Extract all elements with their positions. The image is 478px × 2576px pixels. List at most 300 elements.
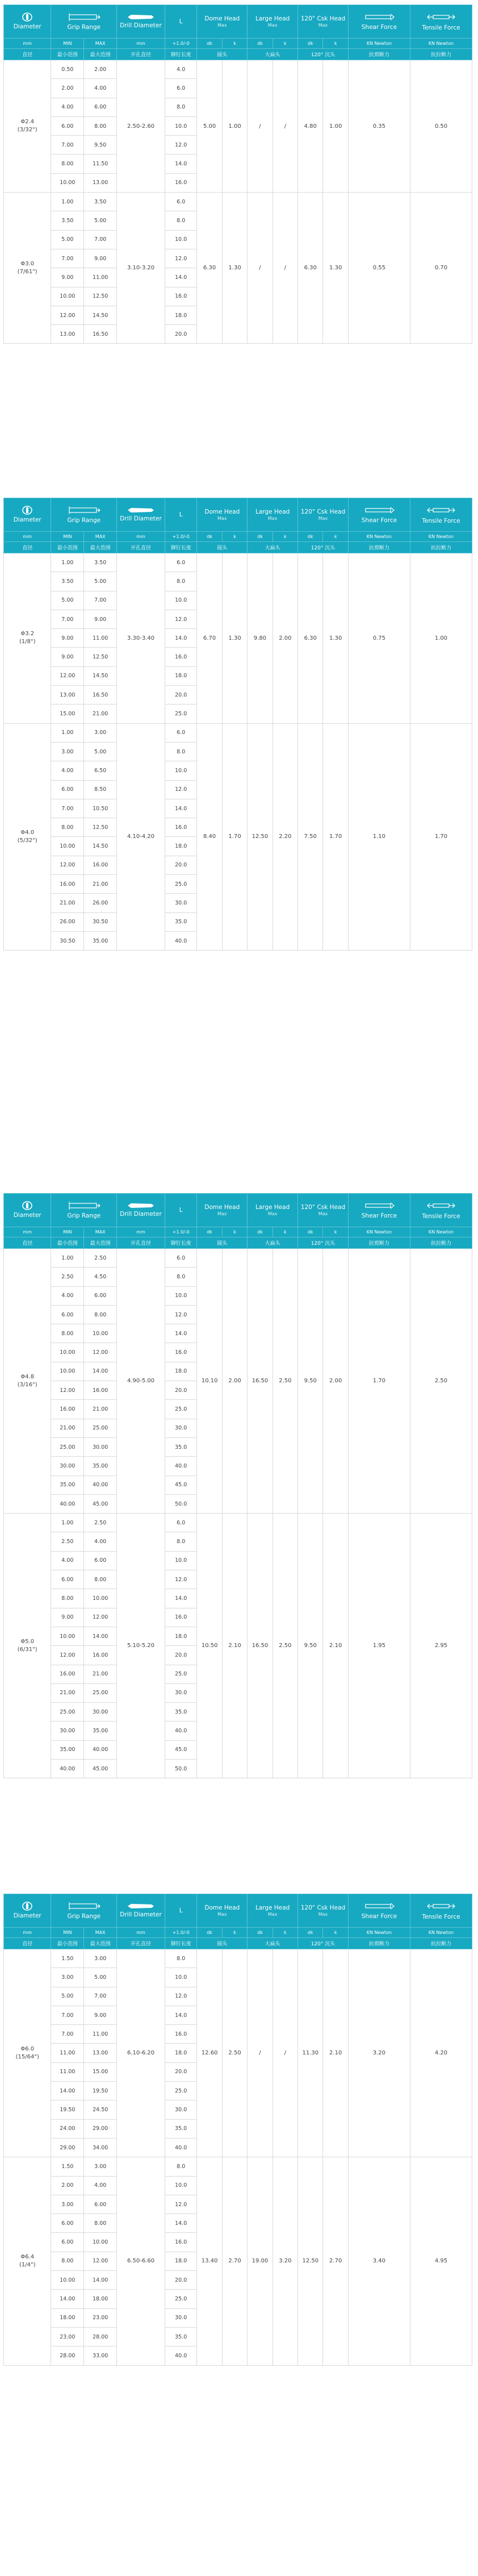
col-length <box>165 5 197 39</box>
diameter-icon <box>4 1201 51 1210</box>
length-cell: 14.0 <box>165 2006 197 2024</box>
grip-min-cell: 35.00 <box>51 1475 84 1494</box>
cn-label-cell: 抗拉断力 <box>410 1237 472 1249</box>
cn-label-row <box>4 49 472 60</box>
shear-force-icon <box>349 1901 410 1911</box>
grip-min-cell: 5.00 <box>51 591 84 610</box>
length-cell: 40.0 <box>165 2138 197 2157</box>
col-dome-head-label: Dome Head <box>204 15 240 22</box>
col-tensile-force-label: Tensile Force <box>422 24 460 31</box>
shear-force-cell: 3.40 <box>348 2157 410 2365</box>
grip-min-cell: 8.00 <box>51 1324 84 1343</box>
csk-k-cell: 2.10 <box>323 1949 348 2157</box>
shear-force-cell: 0.35 <box>348 60 410 193</box>
grip-max-cell: 10.50 <box>84 799 117 818</box>
length-cell: 25.0 <box>165 875 197 894</box>
col-large-head-max: Max <box>267 1912 278 1917</box>
large-k-cell: / <box>272 60 297 193</box>
grip-max-cell: 40.00 <box>84 1740 117 1759</box>
drill-icon <box>117 14 165 20</box>
col-large-head-label: Large Head <box>255 1904 290 1911</box>
grip-max-cell: 18.00 <box>84 2290 117 2308</box>
cn-label-cell: 直径 <box>4 542 51 553</box>
csk-k-cell: 2.70 <box>323 2157 348 2365</box>
col-tensile-force <box>410 1894 472 1928</box>
grip-min-cell: 8.00 <box>51 818 84 837</box>
grip-max-cell: 3.00 <box>84 1949 117 1968</box>
grip-max-cell: 5.00 <box>84 211 117 230</box>
grip-max-cell: 13.00 <box>84 2044 117 2062</box>
grip-min-cell: 5.00 <box>51 230 84 249</box>
length-cell: 6.0 <box>165 1514 197 1532</box>
shear-force-cell: 1.95 <box>348 1514 410 1778</box>
length-cell: 12.0 <box>165 610 197 628</box>
col-csk-head-label: 120° Csk Head <box>300 15 346 22</box>
grip-min-cell: 6.00 <box>51 1305 84 1324</box>
grip-max-cell: 26.00 <box>84 894 117 912</box>
cn-label-cell: 大扁头 <box>248 49 298 60</box>
cn-label-cell: 120° 沉头 <box>298 1938 349 1949</box>
grip-min-cell: 12.00 <box>51 666 84 685</box>
col-drill-diameter-label: Drill Diameter <box>120 1211 162 1218</box>
col-length <box>165 498 197 532</box>
grip-max-cell: 4.00 <box>84 1532 117 1551</box>
cn-label-cell: 大扁头 <box>248 1237 298 1249</box>
length-cell: 12.0 <box>165 249 197 268</box>
grip-max-cell: 6.00 <box>84 2195 117 2214</box>
length-cell: 45.0 <box>165 1740 197 1759</box>
unit-cell: k <box>323 1928 348 1938</box>
grip-max-cell: 9.00 <box>84 2006 117 2024</box>
grip-max-cell: 7.00 <box>84 591 117 610</box>
grip-min-cell: 1.00 <box>51 553 84 572</box>
large-k-cell: 2.00 <box>272 553 297 724</box>
length-cell: 16.0 <box>165 2233 197 2252</box>
grip-max-cell: 8.00 <box>84 2214 117 2233</box>
csk-k-cell: 1.30 <box>323 193 348 344</box>
table-row <box>4 553 472 572</box>
header-row <box>4 1894 472 1928</box>
cn-label-cell: 铆钉长度 <box>165 1938 197 1949</box>
length-cell: 14.0 <box>165 268 197 287</box>
grip-max-cell: 5.00 <box>84 572 117 591</box>
cn-label-cell: 最大范围 <box>84 1938 117 1949</box>
spec-table-3 <box>3 1193 472 1778</box>
grip-min-cell: 6.00 <box>51 2233 84 2252</box>
length-cell: 10.0 <box>165 2176 197 2195</box>
length-cell: 20.0 <box>165 325 197 344</box>
csk-dk-cell: 7.50 <box>298 723 323 951</box>
diameter-cell: Φ2.4 (3/32") <box>4 60 51 193</box>
unit-row <box>4 1227 472 1237</box>
shear-force-icon <box>349 12 410 22</box>
grip-max-cell: 21.00 <box>84 705 117 723</box>
shear-force-cell: 1.10 <box>348 723 410 951</box>
unit-cell: dk <box>298 1227 323 1237</box>
length-cell: 30.0 <box>165 2100 197 2119</box>
csk-dk-cell: 9.50 <box>298 1514 323 1778</box>
col-drill-diameter <box>117 1894 165 1928</box>
length-cell: 14.0 <box>165 1324 197 1343</box>
grip-max-cell: 30.00 <box>84 1437 117 1456</box>
col-length <box>165 1894 197 1928</box>
col-dome-head <box>197 1194 248 1227</box>
length-cell: 18.0 <box>165 2044 197 2062</box>
drill-icon <box>117 507 165 514</box>
cn-label-cell: 圆头 <box>197 542 248 553</box>
diameter-cell: Φ5.0 (6/31") <box>4 1514 51 1778</box>
col-dome-head-label: Dome Head <box>204 508 240 515</box>
csk-k-cell: 1.30 <box>323 553 348 724</box>
col-drill-diameter-label: Drill Diameter <box>120 22 162 29</box>
grip-max-cell: 6.00 <box>84 98 117 116</box>
grip-min-cell: 29.00 <box>51 2138 84 2157</box>
col-drill-diameter <box>117 1194 165 1227</box>
length-cell: 30.0 <box>165 1683 197 1702</box>
cn-label-cell: 120° 沉头 <box>298 542 349 553</box>
col-grip-range <box>51 498 117 532</box>
shear-force-cell: 0.55 <box>348 193 410 344</box>
length-cell: 30.0 <box>165 1419 197 1437</box>
large-dk-cell: / <box>248 60 272 193</box>
unit-cell: MIN <box>51 532 84 542</box>
col-diameter-label: Diameter <box>13 1212 41 1219</box>
unit-cell: dk <box>197 39 222 49</box>
unit-cell: KN Newton <box>410 532 472 542</box>
large-dk-cell: 19.00 <box>248 2157 272 2365</box>
grip-max-cell: 12.00 <box>84 2252 117 2270</box>
grip-max-cell: 6.00 <box>84 1286 117 1305</box>
col-grip-range-label: Grip Range <box>67 24 101 31</box>
length-cell: 25.0 <box>165 1400 197 1419</box>
length-cell: 18.0 <box>165 306 197 324</box>
length-cell: 8.0 <box>165 2157 197 2176</box>
grip-max-cell: 12.00 <box>84 1343 117 1362</box>
unit-cell: mm <box>117 1928 165 1938</box>
large-k-cell: / <box>272 193 297 344</box>
grip-min-cell: 13.00 <box>51 686 84 705</box>
grip-min-cell: 28.00 <box>51 2346 84 2365</box>
grip-max-cell: 25.00 <box>84 1419 117 1437</box>
col-dome-head-label: Dome Head <box>204 1204 240 1211</box>
unit-cell: dk <box>248 1928 272 1938</box>
grip-max-cell: 8.00 <box>84 116 117 135</box>
tensile-force-cell: 2.50 <box>410 1249 472 1514</box>
grip-min-cell: 18.00 <box>51 2308 84 2327</box>
grip-max-cell: 16.00 <box>84 1646 117 1665</box>
grip-max-cell: 5.00 <box>84 742 117 761</box>
length-cell: 4.0 <box>165 60 197 79</box>
grip-min-cell: 6.00 <box>51 2214 84 2233</box>
unit-row <box>4 532 472 542</box>
length-cell: 8.0 <box>165 1268 197 1286</box>
csk-dk-cell: 9.50 <box>298 1249 323 1514</box>
col-csk-head-max: Max <box>318 516 328 521</box>
col-length-label: L <box>179 18 183 25</box>
unit-cell: k <box>323 39 348 49</box>
tensile-force-icon <box>410 11 472 23</box>
length-cell: 14.0 <box>165 799 197 818</box>
cn-label-cell: 最小范围 <box>51 1938 84 1949</box>
grip-max-cell: 21.00 <box>84 1665 117 1683</box>
grip-min-cell: 10.00 <box>51 173 84 192</box>
unit-cell: KN Newton <box>348 1928 410 1938</box>
unit-cell: dk <box>197 1928 222 1938</box>
grip-max-cell: 45.00 <box>84 1760 117 1778</box>
unit-cell: dk <box>298 532 323 542</box>
length-cell: 10.0 <box>165 1286 197 1305</box>
cn-label-cell: 开孔直径 <box>117 1237 165 1249</box>
length-cell: 35.0 <box>165 2327 197 2346</box>
length-cell: 8.0 <box>165 98 197 116</box>
grip-max-cell: 35.00 <box>84 1457 117 1475</box>
col-grip-range <box>51 1894 117 1928</box>
col-dome-head <box>197 1894 248 1928</box>
col-diameter <box>4 5 51 39</box>
grip-max-cell: 12.00 <box>84 1608 117 1627</box>
length-cell: 40.0 <box>165 1457 197 1475</box>
col-drill-diameter-label: Drill Diameter <box>120 515 162 522</box>
col-dome-head-max: Max <box>217 23 227 28</box>
length-cell: 18.0 <box>165 837 197 856</box>
length-cell: 12.0 <box>165 136 197 155</box>
col-length-label: L <box>179 1907 183 1914</box>
col-grip-range-label: Grip Range <box>67 517 101 524</box>
col-csk-head <box>298 5 349 39</box>
grip-max-cell: 12.50 <box>84 818 117 837</box>
grip-min-cell: 14.00 <box>51 2290 84 2308</box>
grip-max-cell: 14.50 <box>84 306 117 324</box>
length-cell: 20.0 <box>165 2271 197 2290</box>
tensile-force-icon <box>410 505 472 516</box>
dome-dk-cell: 13.40 <box>197 2157 222 2365</box>
length-cell: 25.0 <box>165 2082 197 2100</box>
grip-min-cell: 4.00 <box>51 761 84 780</box>
grip-min-cell: 7.00 <box>51 799 84 818</box>
grip-min-cell: 3.50 <box>51 572 84 591</box>
grip-min-cell: 26.00 <box>51 912 84 931</box>
grip-min-cell: 4.00 <box>51 1551 84 1570</box>
cn-label-cell: 圆头 <box>197 1237 248 1249</box>
drill-diameter-cell: 5.10-5.20 <box>117 1514 165 1778</box>
length-cell: 25.0 <box>165 1665 197 1683</box>
grip-max-cell: 33.00 <box>84 2346 117 2365</box>
grip-min-cell: 13.00 <box>51 325 84 344</box>
col-diameter-label: Diameter <box>13 516 41 523</box>
unit-cell: MIN <box>51 1928 84 1938</box>
cn-label-cell: 抗拉断力 <box>410 1938 472 1949</box>
grip-max-cell: 2.00 <box>84 60 117 79</box>
grip-min-cell: 2.50 <box>51 1268 84 1286</box>
length-cell: 12.0 <box>165 2195 197 2214</box>
large-dk-cell: 16.50 <box>248 1514 272 1778</box>
grip-max-cell: 16.50 <box>84 325 117 344</box>
length-cell: 18.0 <box>165 1362 197 1381</box>
cn-label-cell: 抗拉断力 <box>410 542 472 553</box>
grip-min-cell: 1.00 <box>51 1249 84 1268</box>
col-tensile-force-label: Tensile Force <box>422 1213 460 1220</box>
length-cell: 14.0 <box>165 1589 197 1608</box>
grip-min-cell: 23.00 <box>51 2327 84 2346</box>
length-cell: 30.0 <box>165 894 197 912</box>
cn-label-row <box>4 1237 472 1249</box>
spec-table-1 <box>3 5 472 344</box>
large-dk-cell: / <box>248 193 272 344</box>
unit-cell: k <box>272 1928 297 1938</box>
col-large-head-label: Large Head <box>255 15 290 22</box>
grip-min-cell: 10.00 <box>51 1362 84 1381</box>
grip-min-cell: 19.50 <box>51 2100 84 2119</box>
length-cell: 12.0 <box>165 1305 197 1324</box>
unit-cell: KN Newton <box>410 39 472 49</box>
csk-dk-cell: 4.80 <box>298 60 323 193</box>
grip-min-cell: 12.00 <box>51 856 84 874</box>
dome-dk-cell: 10.10 <box>197 1249 222 1514</box>
grip-max-cell: 12.50 <box>84 648 117 666</box>
cn-label-cell: 大扁头 <box>248 542 298 553</box>
grip-min-cell: 10.00 <box>51 1343 84 1362</box>
unit-cell: k <box>222 39 247 49</box>
grip-max-cell: 19.50 <box>84 2082 117 2100</box>
grip-min-cell: 30.00 <box>51 1457 84 1475</box>
length-cell: 20.0 <box>165 686 197 705</box>
spec-table <box>3 498 472 951</box>
header-row <box>4 1194 472 1227</box>
unit-cell: k <box>323 1227 348 1237</box>
length-cell: 14.0 <box>165 629 197 648</box>
grip-max-cell: 25.00 <box>84 1683 117 1702</box>
grip-min-cell: 1.00 <box>51 193 84 211</box>
unit-cell: k <box>272 532 297 542</box>
col-shear-force <box>348 1194 410 1227</box>
grip-max-cell: 3.50 <box>84 193 117 211</box>
col-large-head-label: Large Head <box>255 1204 290 1211</box>
grip-min-cell: 10.00 <box>51 1627 84 1645</box>
dome-k-cell: 2.70 <box>222 2157 247 2365</box>
length-cell: 6.0 <box>165 193 197 211</box>
length-cell: 16.0 <box>165 1343 197 1362</box>
grip-max-cell: 30.50 <box>84 912 117 931</box>
grip-max-cell: 16.00 <box>84 856 117 874</box>
cn-label-cell: 开孔直径 <box>117 49 165 60</box>
grip-min-cell: 2.50 <box>51 1532 84 1551</box>
dome-k-cell: 1.00 <box>222 60 247 193</box>
length-cell: 50.0 <box>165 1760 197 1778</box>
length-cell: 20.0 <box>165 856 197 874</box>
length-cell: 20.0 <box>165 1381 197 1400</box>
grip-range-icon <box>51 1901 116 1911</box>
table-row <box>4 193 472 211</box>
unit-cell: dk <box>248 532 272 542</box>
length-cell: 10.0 <box>165 591 197 610</box>
csk-dk-cell: 11.30 <box>298 1949 323 2157</box>
cn-label-cell: 120° 沉头 <box>298 1237 349 1249</box>
unit-cell: MAX <box>84 1928 117 1938</box>
cn-label-cell: 直径 <box>4 1237 51 1249</box>
table-row <box>4 2157 472 2176</box>
col-shear-force <box>348 1894 410 1928</box>
grip-min-cell: 21.00 <box>51 1683 84 1702</box>
cn-label-row <box>4 1938 472 1949</box>
unit-cell: k <box>272 1227 297 1237</box>
grip-range-icon <box>51 505 116 515</box>
grip-max-cell: 11.00 <box>84 2025 117 2044</box>
grip-min-cell: 7.00 <box>51 249 84 268</box>
unit-row <box>4 39 472 49</box>
shear-force-icon <box>349 505 410 515</box>
cn-label-cell: 最大范围 <box>84 1237 117 1249</box>
unit-cell: MAX <box>84 532 117 542</box>
grip-max-cell: 23.00 <box>84 2308 117 2327</box>
grip-max-cell: 11.00 <box>84 629 117 648</box>
spec-table-2 <box>3 498 472 951</box>
col-dome-head-max: Max <box>217 1912 227 1917</box>
grip-min-cell: 8.00 <box>51 155 84 173</box>
grip-min-cell: 3.00 <box>51 1968 84 1987</box>
dome-dk-cell: 6.70 <box>197 553 222 724</box>
grip-max-cell: 10.00 <box>84 1324 117 1343</box>
length-cell: 16.0 <box>165 173 197 192</box>
grip-min-cell: 25.00 <box>51 1437 84 1456</box>
grip-min-cell: 40.00 <box>51 1760 84 1778</box>
length-cell: 16.0 <box>165 2025 197 2044</box>
length-cell: 35.0 <box>165 1703 197 1721</box>
grip-max-cell: 7.00 <box>84 230 117 249</box>
col-csk-head-max: Max <box>318 1912 328 1917</box>
csk-dk-cell: 12.50 <box>298 2157 323 2365</box>
col-tensile-force <box>410 498 472 532</box>
cn-label-cell: 直径 <box>4 49 51 60</box>
dome-k-cell: 2.00 <box>222 1249 247 1514</box>
col-drill-diameter <box>117 5 165 39</box>
drill-diameter-cell: 3.10-3.20 <box>117 193 165 344</box>
grip-min-cell: 7.00 <box>51 610 84 628</box>
grip-min-cell: 25.00 <box>51 1703 84 1721</box>
grip-min-cell: 16.00 <box>51 1400 84 1419</box>
grip-range-icon <box>51 12 116 22</box>
col-grip-range-label: Grip Range <box>67 1913 101 1920</box>
col-large-head <box>248 1194 298 1227</box>
col-length <box>165 1194 197 1227</box>
grip-min-cell: 35.00 <box>51 1740 84 1759</box>
unit-cell: MAX <box>84 1227 117 1237</box>
length-cell: 12.0 <box>165 1987 197 2006</box>
col-large-head <box>248 1894 298 1928</box>
cn-label-cell: 抗剪断力 <box>348 1938 410 1949</box>
grip-min-cell: 1.00 <box>51 1514 84 1532</box>
diameter-icon <box>4 12 51 22</box>
shear-force-icon <box>349 1201 410 1211</box>
col-large-head <box>248 498 298 532</box>
unit-cell: k <box>222 1227 247 1237</box>
diameter-cell: Φ6.4 (1/4") <box>4 2157 51 2365</box>
length-cell: 10.0 <box>165 116 197 135</box>
col-diameter <box>4 1894 51 1928</box>
length-cell: 16.0 <box>165 1608 197 1627</box>
grip-range-icon <box>51 1201 116 1211</box>
cn-label-cell: 圆头 <box>197 49 248 60</box>
unit-cell: MIN <box>51 1227 84 1237</box>
cn-label-cell: 抗拉断力 <box>410 49 472 60</box>
length-cell: 12.0 <box>165 1570 197 1589</box>
length-cell: 16.0 <box>165 818 197 837</box>
length-cell: 10.0 <box>165 230 197 249</box>
grip-max-cell: 35.00 <box>84 1721 117 1740</box>
col-dome-head <box>197 5 248 39</box>
drill-diameter-cell: 6.10-6.20 <box>117 1949 165 2157</box>
col-large-head-max: Max <box>267 23 278 28</box>
col-csk-head-max: Max <box>318 23 328 28</box>
